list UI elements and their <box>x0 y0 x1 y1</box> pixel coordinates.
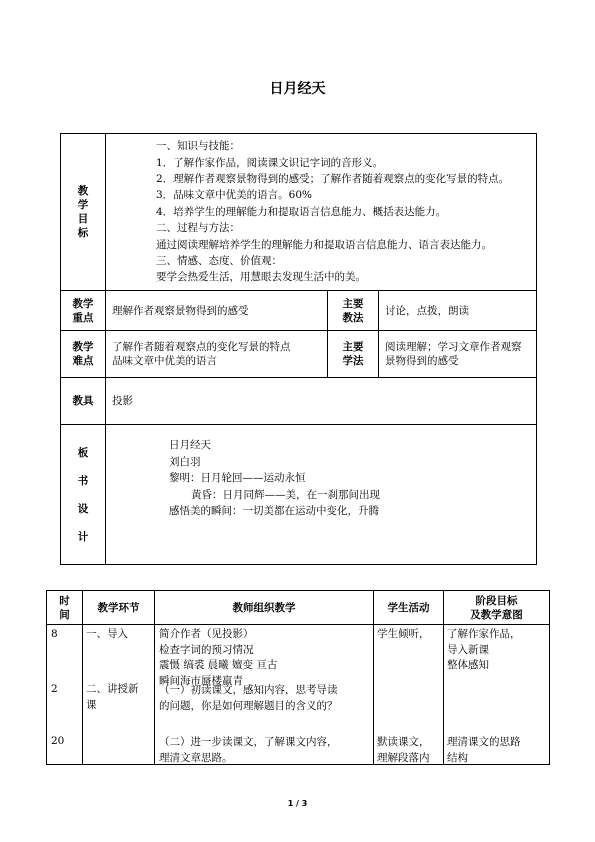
student-line: 理解段落内 <box>377 752 430 764</box>
step-value: 课 <box>86 699 97 711</box>
objectives-content <box>106 134 537 291</box>
time-cell <box>47 625 83 765</box>
teacher-line: 理清文章思路。 <box>159 752 233 764</box>
objective-line: 一、知识与技能： <box>156 140 240 153</box>
teacher-line: 的问题，你是如何理解题目的含义的？ <box>159 700 338 712</box>
objective-line: 通过阅读理解培养学生的理解能力和提取语言信息能力、语言表达能力。 <box>156 238 492 251</box>
difficulties-row <box>61 331 537 378</box>
goal-header: 阶段目标 及教学意图 <box>444 591 550 625</box>
difficulties-content: 了解作者随着观察点的变化写景的特点 品味文章中优美的语言 <box>106 331 328 378</box>
process-header-row <box>47 591 550 625</box>
tools-label: 教具 <box>61 378 106 425</box>
teacher-cell <box>155 625 374 765</box>
board-design-content <box>106 425 537 565</box>
time-value: 2 <box>51 683 58 695</box>
step-header: 教学环节 <box>83 591 155 625</box>
goal-line: 理清课文的思路 <box>447 736 521 748</box>
board-line: 黎明：日月轮回——运动永恒 <box>169 472 306 484</box>
objective-line: 2．理解作者观察景物得到的感受；了解作者随着观察点的变化写景的特点。 <box>156 172 510 185</box>
process-body-row <box>47 625 550 765</box>
lesson-plan-table <box>60 133 537 565</box>
tools-row <box>61 378 537 425</box>
objective-line: 4．培养学生的理解能力和提取语言信息能力、概括表达能力。 <box>156 205 447 218</box>
teacher-header: 教师组织教学 <box>155 591 374 625</box>
teaching-method-label: 主要 教法 <box>328 291 379 331</box>
teacher-line: 检查字词的预习情况 <box>159 643 254 656</box>
teaching-method-content: 讨论，点拨，朗读 <box>379 291 537 331</box>
objective-line: 要学会热爱生活，用慧眼去发现生活中的美。 <box>156 271 366 284</box>
time-value: 8 <box>51 628 58 640</box>
objective-line: 三、情感、态度、价值观： <box>156 255 282 268</box>
student-line: 默读课文， <box>377 736 430 748</box>
board-design-row <box>61 425 537 565</box>
teacher-line: 简介作者（见投影） <box>159 628 254 640</box>
goal-line: 整体感知 <box>447 659 489 671</box>
board-design-label: 板 书 设 计 <box>61 425 106 565</box>
document-title: 日月经天 <box>269 81 326 97</box>
objective-line: 1．了解作家作品，阅读课文识记字词的音形义。 <box>156 156 384 169</box>
goal-cell <box>444 625 550 765</box>
board-line: 日月经天 <box>169 439 211 451</box>
teacher-line: （一）初读课文，感知内容，思考导读 <box>159 684 338 696</box>
objective-line: 3．品味文章中优美的语言。60% <box>156 189 313 202</box>
teacher-line: 震慑 缟裘 晨曦 嬗变 亘古 <box>159 659 278 671</box>
objectives-row <box>61 134 537 291</box>
teaching-process-table <box>46 590 550 765</box>
key-points-content: 理解作者观察景物得到的感受 <box>106 291 328 331</box>
objectives-label: 教 学 目 标 <box>61 134 106 291</box>
student-line: 学生倾听， <box>377 628 430 640</box>
learning-method-label: 主要 学法 <box>328 331 379 378</box>
step-cell <box>83 625 155 765</box>
key-points-label: 教学 重点 <box>61 291 106 331</box>
teacher-line: （二）进一步读课文，了解课文内容， <box>159 736 338 748</box>
student-header: 学生活动 <box>374 591 444 625</box>
learning-method-content: 阅读理解；学习文章作者观察 景物得到的感受 <box>379 331 537 378</box>
step-value: 二、讲授新 <box>86 683 139 695</box>
time-value: 20 <box>51 735 65 747</box>
goal-line: 结构 <box>447 752 468 764</box>
step-value: 一、导入 <box>86 628 128 640</box>
teacher-line: 瞬间海市蜃楼羸青 <box>159 674 243 687</box>
time-header: 时 间 <box>47 591 83 625</box>
board-line: 感悟美的瞬间：一切美都在运动中变化，升腾 <box>169 505 379 517</box>
student-cell <box>374 625 444 765</box>
objective-line: 二、过程与方法： <box>156 222 240 235</box>
board-line: 黄昏：日月同辉——美，在一刹那间出现 <box>191 488 380 501</box>
key-points-row <box>61 291 537 331</box>
page-number: 1 / 3 <box>287 799 308 808</box>
tools-content: 投影 <box>106 378 537 425</box>
difficulties-label: 教学 难点 <box>61 331 106 378</box>
board-line: 刘白羽 <box>169 455 201 468</box>
goal-line: 了解作家作品， <box>447 628 521 640</box>
goal-line: 导入新课 <box>447 643 489 656</box>
